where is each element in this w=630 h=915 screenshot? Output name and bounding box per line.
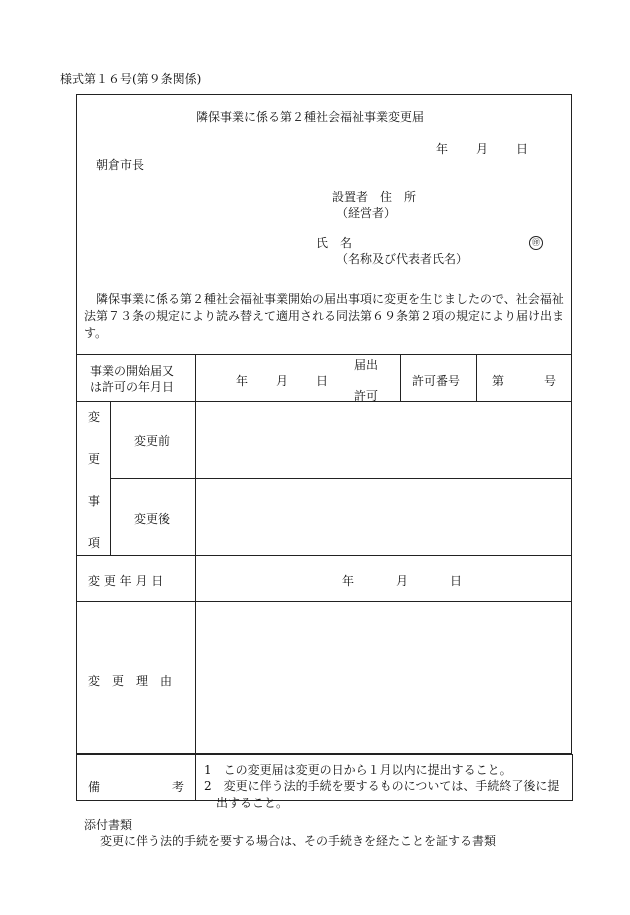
address-label: 設置者 住 所 xyxy=(332,190,417,204)
row-divider xyxy=(76,401,572,402)
form-title: 隣保事業に係る第２種社会福祉事業変更届 xyxy=(196,110,425,124)
attachments-label: 添付書類 xyxy=(84,818,133,832)
change-year: 年 xyxy=(342,574,355,588)
date-year: 年 xyxy=(436,142,449,156)
permission-label: 許可 xyxy=(354,389,379,403)
start-year: 年 xyxy=(236,374,249,388)
notification-label: 届出 xyxy=(354,358,379,372)
after-change-label: 変更後 xyxy=(134,512,171,526)
change-date-label: 変 更 年 月 日 xyxy=(88,574,164,588)
form-number: 様式第１６号(第９条関係) xyxy=(60,72,202,86)
name-note: （名称及び代表者氏名） xyxy=(336,252,469,266)
remark-2 xyxy=(204,778,568,812)
row-divider xyxy=(76,354,572,355)
start-day: 日 xyxy=(316,374,329,388)
permit-number-dai: 第 xyxy=(492,374,505,388)
start-label-line2: は許可の年月日 xyxy=(90,380,175,394)
change-items-char: 項 xyxy=(88,536,101,550)
reason-label: 変 更 理 由 xyxy=(88,674,173,688)
row-divider xyxy=(110,478,572,479)
change-items-char: 更 xyxy=(88,452,101,466)
permit-number-label: 許可番号 xyxy=(412,374,461,388)
seal-mark: ㊞ xyxy=(529,236,543,250)
name-label: 氏 名 xyxy=(316,236,353,250)
operator-label: （経営者） xyxy=(336,206,397,220)
start-label-line1: 事業の開始届又 xyxy=(90,364,175,378)
start-month: 月 xyxy=(276,374,289,388)
column-divider xyxy=(476,354,477,401)
column-divider xyxy=(76,754,77,800)
remarks-label-2: 考 xyxy=(172,780,185,794)
notice-text: 隣保事業に係る第２種社会福祉事業開始の届出事項に変更を生じましたので、社会福祉法第７３条の規定により読み替えて適用される同法第６９条第２項の規定により届け出ます。 xyxy=(84,292,565,340)
row-divider xyxy=(76,601,572,602)
change-items-char: 事 xyxy=(88,494,101,508)
row-divider xyxy=(76,555,572,556)
permit-number-go: 号 xyxy=(544,374,557,388)
before-change-label: 変更前 xyxy=(134,434,171,448)
attachments-text: 変更に伴う法的手続を要する場合は、その手続きを経たことを証する書類 xyxy=(100,834,497,848)
form-frame xyxy=(76,94,572,754)
change-day: 日 xyxy=(450,574,463,588)
column-divider xyxy=(572,754,573,800)
row-divider xyxy=(76,754,572,755)
addressee: 朝倉市長 xyxy=(96,158,145,172)
notice-paragraph xyxy=(84,291,566,342)
column-divider xyxy=(195,354,196,800)
column-divider xyxy=(110,401,111,555)
date-day: 日 xyxy=(516,142,529,156)
date-month: 月 xyxy=(476,142,489,156)
remarks-label-1: 備 xyxy=(88,780,101,794)
column-divider xyxy=(400,354,401,401)
change-items-char: 変 xyxy=(88,410,101,424)
remark-1: 1 この変更届は変更の日から１月以内に提出すること。 xyxy=(204,763,512,777)
remark-2-text: 2 変更に伴う法的手続を要するものについては、手続終了後に提出すること。 xyxy=(204,779,560,810)
change-month: 月 xyxy=(396,574,409,588)
